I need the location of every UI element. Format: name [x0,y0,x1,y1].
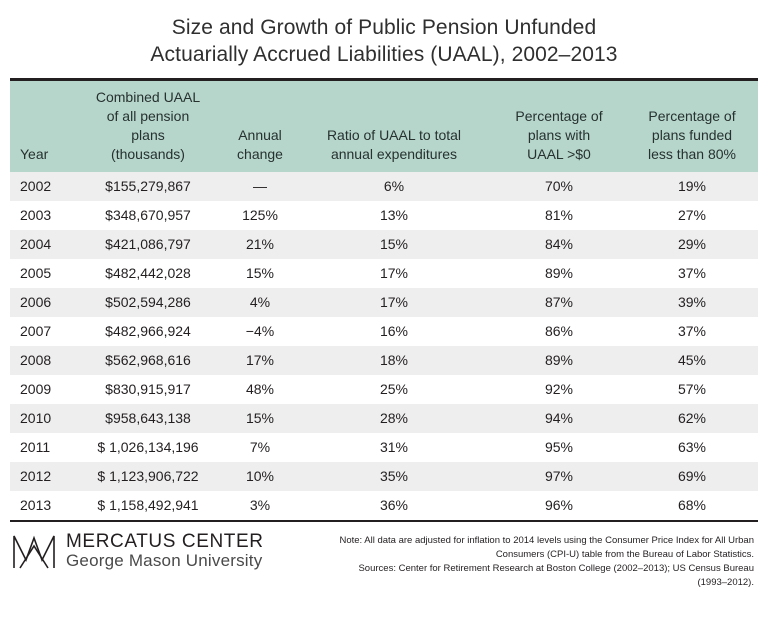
mercatus-university: George Mason University [66,550,263,570]
cell-plans-with-uaal: 87% [492,288,626,317]
cell-combined-uaal: $830,915,917 [72,375,224,404]
footnotes [334,530,754,590]
cell-year: 2013 [10,491,72,521]
cell-plans-with-uaal: 86% [492,317,626,346]
cell-annual-change: 125% [224,201,296,230]
cell-ratio: 17% [296,259,492,288]
cell-ratio: 36% [296,491,492,521]
cell-annual-change: 4% [224,288,296,317]
cell-plans-with-uaal: 89% [492,346,626,375]
cell-plans-funded-less-80: 69% [626,462,758,491]
cell-year: 2011 [10,433,72,462]
table-row [10,462,758,491]
cell-plans-funded-less-80: 19% [626,172,758,201]
column-header-annual-change-line-2: change [237,146,283,162]
cell-plans-with-uaal: 81% [492,201,626,230]
column-header-plans-with-uaal-line-3: UAAL >$0 [527,146,591,162]
cell-ratio: 6% [296,172,492,201]
cell-plans-with-uaal: 84% [492,230,626,259]
table-row [10,172,758,201]
data-table-container [0,78,768,522]
cell-plans-funded-less-80: 62% [626,404,758,433]
table-row [10,375,758,404]
cell-plans-funded-less-80: 45% [626,346,758,375]
cell-combined-uaal: $ 1,026,134,196 [72,433,224,462]
cell-combined-uaal: $ 1,158,492,941 [72,491,224,521]
column-header-annual-change [224,80,296,173]
cell-ratio: 13% [296,201,492,230]
footer [0,522,768,590]
column-header-plans-with-uaal [492,80,626,173]
cell-year: 2002 [10,172,72,201]
sources-text: Sources: Center for Retirement Research at Boston College (2002–2013); US Census Bureau (1993–2012). [358,563,754,588]
column-header-year-line-1: Year [20,146,49,162]
cell-ratio: 35% [296,462,492,491]
cell-year: 2006 [10,288,72,317]
cell-combined-uaal: $155,279,867 [72,172,224,201]
column-header-plans-funded-less-80 [626,80,758,173]
column-header-plans-funded-less-80-line-3: less than 80% [648,146,736,162]
cell-annual-change: 15% [224,259,296,288]
column-header-plans-with-uaal-line-2: plans with [527,127,591,143]
cell-plans-funded-less-80: 27% [626,201,758,230]
cell-year: 2004 [10,230,72,259]
table-row [10,317,758,346]
cell-annual-change: 15% [224,404,296,433]
cell-plans-funded-less-80: 39% [626,288,758,317]
cell-year: 2007 [10,317,72,346]
table-row [10,259,758,288]
column-header-plans-funded-less-80-line-1: Percentage of [648,108,736,124]
cell-ratio: 18% [296,346,492,375]
cell-plans-with-uaal: 89% [492,259,626,288]
table-header-row [10,80,758,173]
table-row [10,491,758,521]
cell-year: 2005 [10,259,72,288]
cell-annual-change: 48% [224,375,296,404]
data-table [10,78,758,522]
cell-year: 2008 [10,346,72,375]
title-line-1: Size and Growth of Public Pension Unfunded [171,16,597,39]
cell-annual-change: −4% [224,317,296,346]
cell-combined-uaal: $562,968,616 [72,346,224,375]
cell-year: 2012 [10,462,72,491]
page-title [0,0,768,78]
cell-ratio: 16% [296,317,492,346]
cell-plans-funded-less-80: 37% [626,317,758,346]
cell-annual-change: 17% [224,346,296,375]
cell-combined-uaal: $ 1,123,906,722 [72,462,224,491]
mercatus-wordmark [66,532,264,571]
cell-year: 2010 [10,404,72,433]
cell-combined-uaal: $958,643,138 [72,404,224,433]
cell-ratio: 31% [296,433,492,462]
cell-annual-change: 3% [224,491,296,521]
column-header-ratio-line-2: annual expenditures [330,146,458,162]
table-row [10,404,758,433]
cell-plans-with-uaal: 70% [492,172,626,201]
cell-year: 2003 [10,201,72,230]
table-row [10,201,758,230]
cell-combined-uaal: $421,086,797 [72,230,224,259]
cell-plans-with-uaal: 95% [492,433,626,462]
cell-ratio: 15% [296,230,492,259]
mercatus-logo-icon [10,530,58,572]
table-row [10,433,758,462]
cell-annual-change: 21% [224,230,296,259]
cell-plans-with-uaal: 96% [492,491,626,521]
mercatus-branding [10,530,264,572]
column-header-combined-uaal [72,80,224,173]
column-header-ratio [296,80,492,173]
cell-combined-uaal: $482,966,924 [72,317,224,346]
column-header-annual-change-line-1: Annual [238,127,282,143]
cell-plans-funded-less-80: 57% [626,375,758,404]
column-header-ratio-line-1: Ratio of UAAL to total [326,127,462,143]
cell-ratio: 28% [296,404,492,433]
cell-combined-uaal: $502,594,286 [72,288,224,317]
cell-annual-change: — [224,172,296,201]
title-line-2: Actuarially Accrued Liabilities (UAAL), 2002–2013 [150,43,618,66]
cell-year: 2009 [10,375,72,404]
table-row [10,230,758,259]
table-body [10,172,758,521]
cell-combined-uaal: $348,670,957 [72,201,224,230]
table-header [10,80,758,173]
column-header-plans-with-uaal-line-1: Percentage of [515,108,603,124]
cell-combined-uaal: $482,442,028 [72,259,224,288]
column-header-combined-uaal-line-1: Combined UAAL [95,89,201,105]
column-header-combined-uaal-line-3: plans [131,127,165,143]
column-header-combined-uaal-line-4: (thousands) [111,146,185,162]
cell-ratio: 25% [296,375,492,404]
cell-annual-change: 10% [224,462,296,491]
cell-plans-funded-less-80: 29% [626,230,758,259]
column-header-year [10,80,72,173]
mercatus-name: MERCATUS CENTER [66,530,264,552]
cell-plans-funded-less-80: 63% [626,433,758,462]
cell-plans-with-uaal: 94% [492,404,626,433]
table-row [10,288,758,317]
cell-annual-change: 7% [224,433,296,462]
note-text: Note: All data are adjusted for inflation to 2014 levels using the Consumer Price Index for All Urban Consumers (CPI-U) table from the Bureau of Labor Statistics. [339,535,754,560]
cell-plans-funded-less-80: 37% [626,259,758,288]
column-header-plans-funded-less-80-line-2: plans funded [651,127,733,143]
cell-plans-with-uaal: 92% [492,375,626,404]
table-row [10,346,758,375]
cell-ratio: 17% [296,288,492,317]
cell-plans-with-uaal: 97% [492,462,626,491]
cell-plans-funded-less-80: 68% [626,491,758,521]
column-header-combined-uaal-line-2: of all pension [106,108,190,124]
